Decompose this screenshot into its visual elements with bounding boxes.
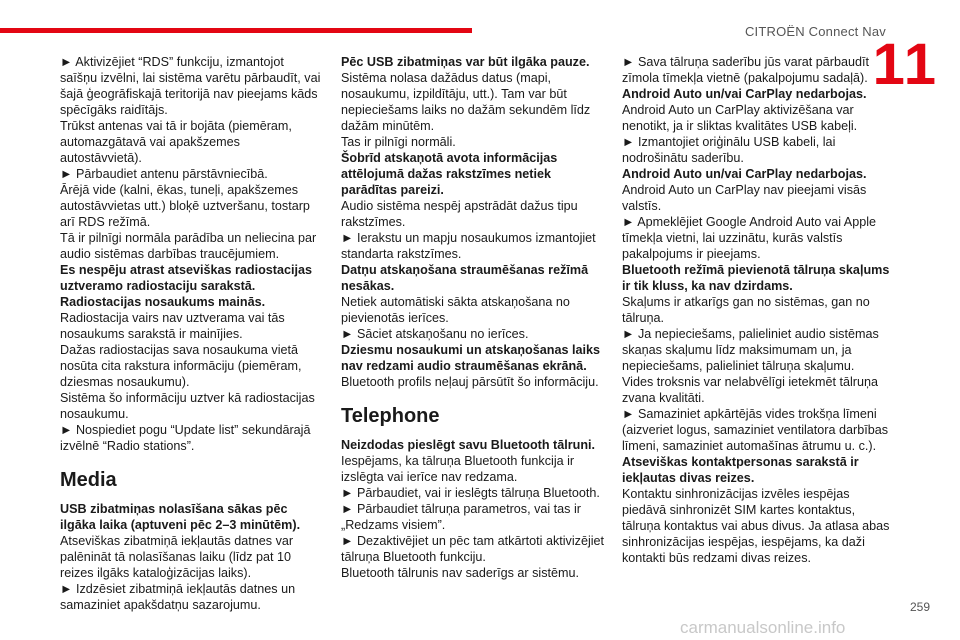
- section-heading: Telephone: [341, 405, 440, 427]
- column-3: [622, 54, 890, 566]
- paragraph: ► Samaziniet apkārtējās vides trokšņa līmeni (aizveriet logus, samaziniet ventilatora darbības līmeni, samaziniet automašīnas ātrumu u. c.).: [622, 407, 888, 453]
- column-2: [341, 54, 607, 581]
- paragraph: ► Sava tālruņa saderību jūs varat pārbaudīt zīmola tīmekļa vietnē (pakalpojumu sadaļā).: [622, 55, 869, 85]
- paragraph: Tas ir pilnīgi normāli.: [341, 135, 456, 149]
- paragraph: ► Pārbaudiet antenu pārstāvniecībā.: [60, 167, 268, 181]
- paragraph: Dažas radiostacijas sava nosaukuma vietā nosūta cita rakstura informāciju (piemēram, dziesmas nosaukumu).: [60, 343, 302, 389]
- paragraph: ► Pārbaudiet, vai ir ieslēgts tālruņa Bluetooth.: [341, 486, 600, 500]
- paragraph: Ārējā vide (kalni, ēkas, tuneļi, apakšzemes autostāvvietas utt.) bloķē uztveršanu, tostarp arī RDS režīmā.: [60, 183, 310, 229]
- problem-heading: Dziesmu nosaukumi un atskaņošanas laiks nav redzami audio straumēšanas ekrānā.: [341, 343, 600, 373]
- paragraph: ► Ja nepieciešams, palieliniet audio sistēmas skaņas skaļumu līdz maksimumam un, ja nepieciešams, palieliniet tālruņa skaļumu.: [622, 327, 879, 373]
- paragraph: ► Izdzēsiet zibatmiņā iekļautās datnes un samaziniet apakšdatņu sazarojumu.: [60, 582, 296, 612]
- problem-heading: Es nespēju atrast atseviškas radiostacijas uztveramo radiostaciju sarakstā.: [60, 263, 313, 293]
- paragraph: Atseviškas zibatmiņā iekļautās datnes var palēnināt tā nolasīšanas laiku (līdz pat 10 reizes ilgāks kataloģizācijas laiks).: [60, 534, 294, 580]
- problem-heading: Šobrīd atskaņotā avota informācijas attēlojumā dažas rakstzīmes netiek parādītas pareizi.: [341, 151, 558, 197]
- paragraph: Kontaktu sinhronizācijas izvēles iespējas piedāvā sinhronizēt SIM kartes kontaktus, tālruņa kontaktus vai abus divus. Ja atlasa abas sinhronizācijas iespējas, iespējams, ka daži kontakti būs redzami divas reizes.: [622, 487, 890, 565]
- problem-heading: Atseviškas kontaktpersonas sarakstā ir iekļautas divas reizes.: [622, 455, 859, 485]
- paragraph: Netiek automātiski sākta atskaņošana no pievienotās ierīces.: [341, 295, 570, 325]
- problem-heading: Android Auto un/vai CarPlay nedarbojas.: [622, 87, 867, 101]
- paragraph: Trūkst antenas vai tā ir bojāta (piemēram, automazgātavā vai apakšzemes autostāvvietā).: [60, 119, 292, 165]
- page-number: 259: [909, 600, 930, 614]
- problem-heading: Pēc USB zibatmiņas var būt ilgāka pauze.: [341, 55, 590, 69]
- paragraph: ► Dezaktivējiet un pēc tam atkārtoti aktivizējiet tālruņa Bluetooth funkciju.: [341, 534, 605, 564]
- paragraph: Sistēma nolasa dažādus datus (mapi, nosaukumu, izpildītāju, utt.). Tam var būt nepieciešams laiks no dažām sekundēm līdz dažām minūtēm.: [341, 71, 591, 133]
- paragraph: Android Auto un CarPlay nav pieejami visās valstīs.: [622, 183, 867, 213]
- paragraph: Tā ir pilnīgi normāla parādība un neliecina par audio sistēmas darbības traucējumiem.: [60, 231, 317, 261]
- paragraph: Sistēma šo informāciju uztver kā radiostacijas nosaukumu.: [60, 391, 315, 421]
- problem-heading: Datņu atskaņošana straumēšanas režīmā nesākas.: [341, 263, 589, 293]
- problem-heading: Neizdodas pieslēgt savu Bluetooth tālruni.: [341, 438, 596, 452]
- paragraph: Vides troksnis var nelabvēlīgi ietekmēt tālruņa zvana kvalitāti.: [622, 375, 878, 405]
- paragraph: ► Ierakstu un mapju nosaukumos izmantojiet standarta rakstzīmes.: [341, 231, 596, 261]
- paragraph: Iespējams, ka tālruņa Bluetooth funkcija ir izslēgta vai ierīce nav redzama.: [341, 454, 575, 484]
- paragraph: ► Pārbaudiet tālruņa parametros, vai tas ir „Redzams visiem”.: [341, 502, 581, 532]
- watermark: carmanualsonline.info: [680, 618, 846, 637]
- problem-heading: USB zibatmiņas nolasīšana sākas pēc ilgāka laika (aptuveni pēc 2–3 minūtēm).: [60, 502, 301, 532]
- problem-heading: Radiostacijas nosaukums mainās.: [60, 295, 266, 309]
- header-accent-bar: [0, 28, 472, 33]
- problem-heading: Bluetooth režīmā pievienotā tālruņa skaļums ir tik kluss, ka nav dzirdams.: [622, 263, 890, 293]
- paragraph: ► Nospiediet pogu “Update list” sekundārajā izvēlnē “Radio stations”.: [60, 423, 311, 453]
- column-1: [60, 54, 322, 613]
- paragraph: ► Sāciet atskaņošanu no ierīces.: [341, 327, 529, 341]
- paragraph: Bluetooth profils neļauj pārsūtīt šo informāciju.: [341, 375, 599, 389]
- paragraph: ► Aktivizējiet “RDS” funkciju, izmantojot saīšņu izvēlni, lai sistēma varētu pārbaudīt, vai šajā ģeogrāfiskajā teritorijā nav pieejams kāds spēcīgāks raidītājs.: [60, 55, 321, 117]
- paragraph: Skaļums ir atkarīgs gan no sistēmas, gan no tālruņa.: [622, 295, 870, 325]
- section-heading: Media: [60, 469, 117, 491]
- header-title: CITROËN Connect Nav: [744, 24, 886, 39]
- paragraph: Android Auto un CarPlay aktivizēšana var nenotikt, ja ir sliktas kvalitātes USB kabeļi.: [622, 103, 858, 133]
- chapter-number: 11: [872, 32, 938, 97]
- paragraph: Radiostacija vairs nav uztverama vai tās nosaukums sarakstā ir mainījies.: [60, 311, 285, 341]
- paragraph: ► Apmeklējiet Google Android Auto vai Apple tīmekļa vietni, lai uzzinātu, kurās valstīs pakalpojums ir pieejams.: [622, 215, 877, 261]
- problem-heading: Android Auto un/vai CarPlay nedarbojas.: [622, 167, 867, 181]
- paragraph: ► Izmantojiet oriģinālu USB kabeli, lai nodrošinātu saderību.: [622, 135, 836, 165]
- paragraph: Audio sistēma nespēj apstrādāt dažus tipu rakstzīmes.: [341, 199, 578, 229]
- paragraph: Bluetooth tālrunis nav saderīgs ar sistēmu.: [341, 566, 580, 580]
